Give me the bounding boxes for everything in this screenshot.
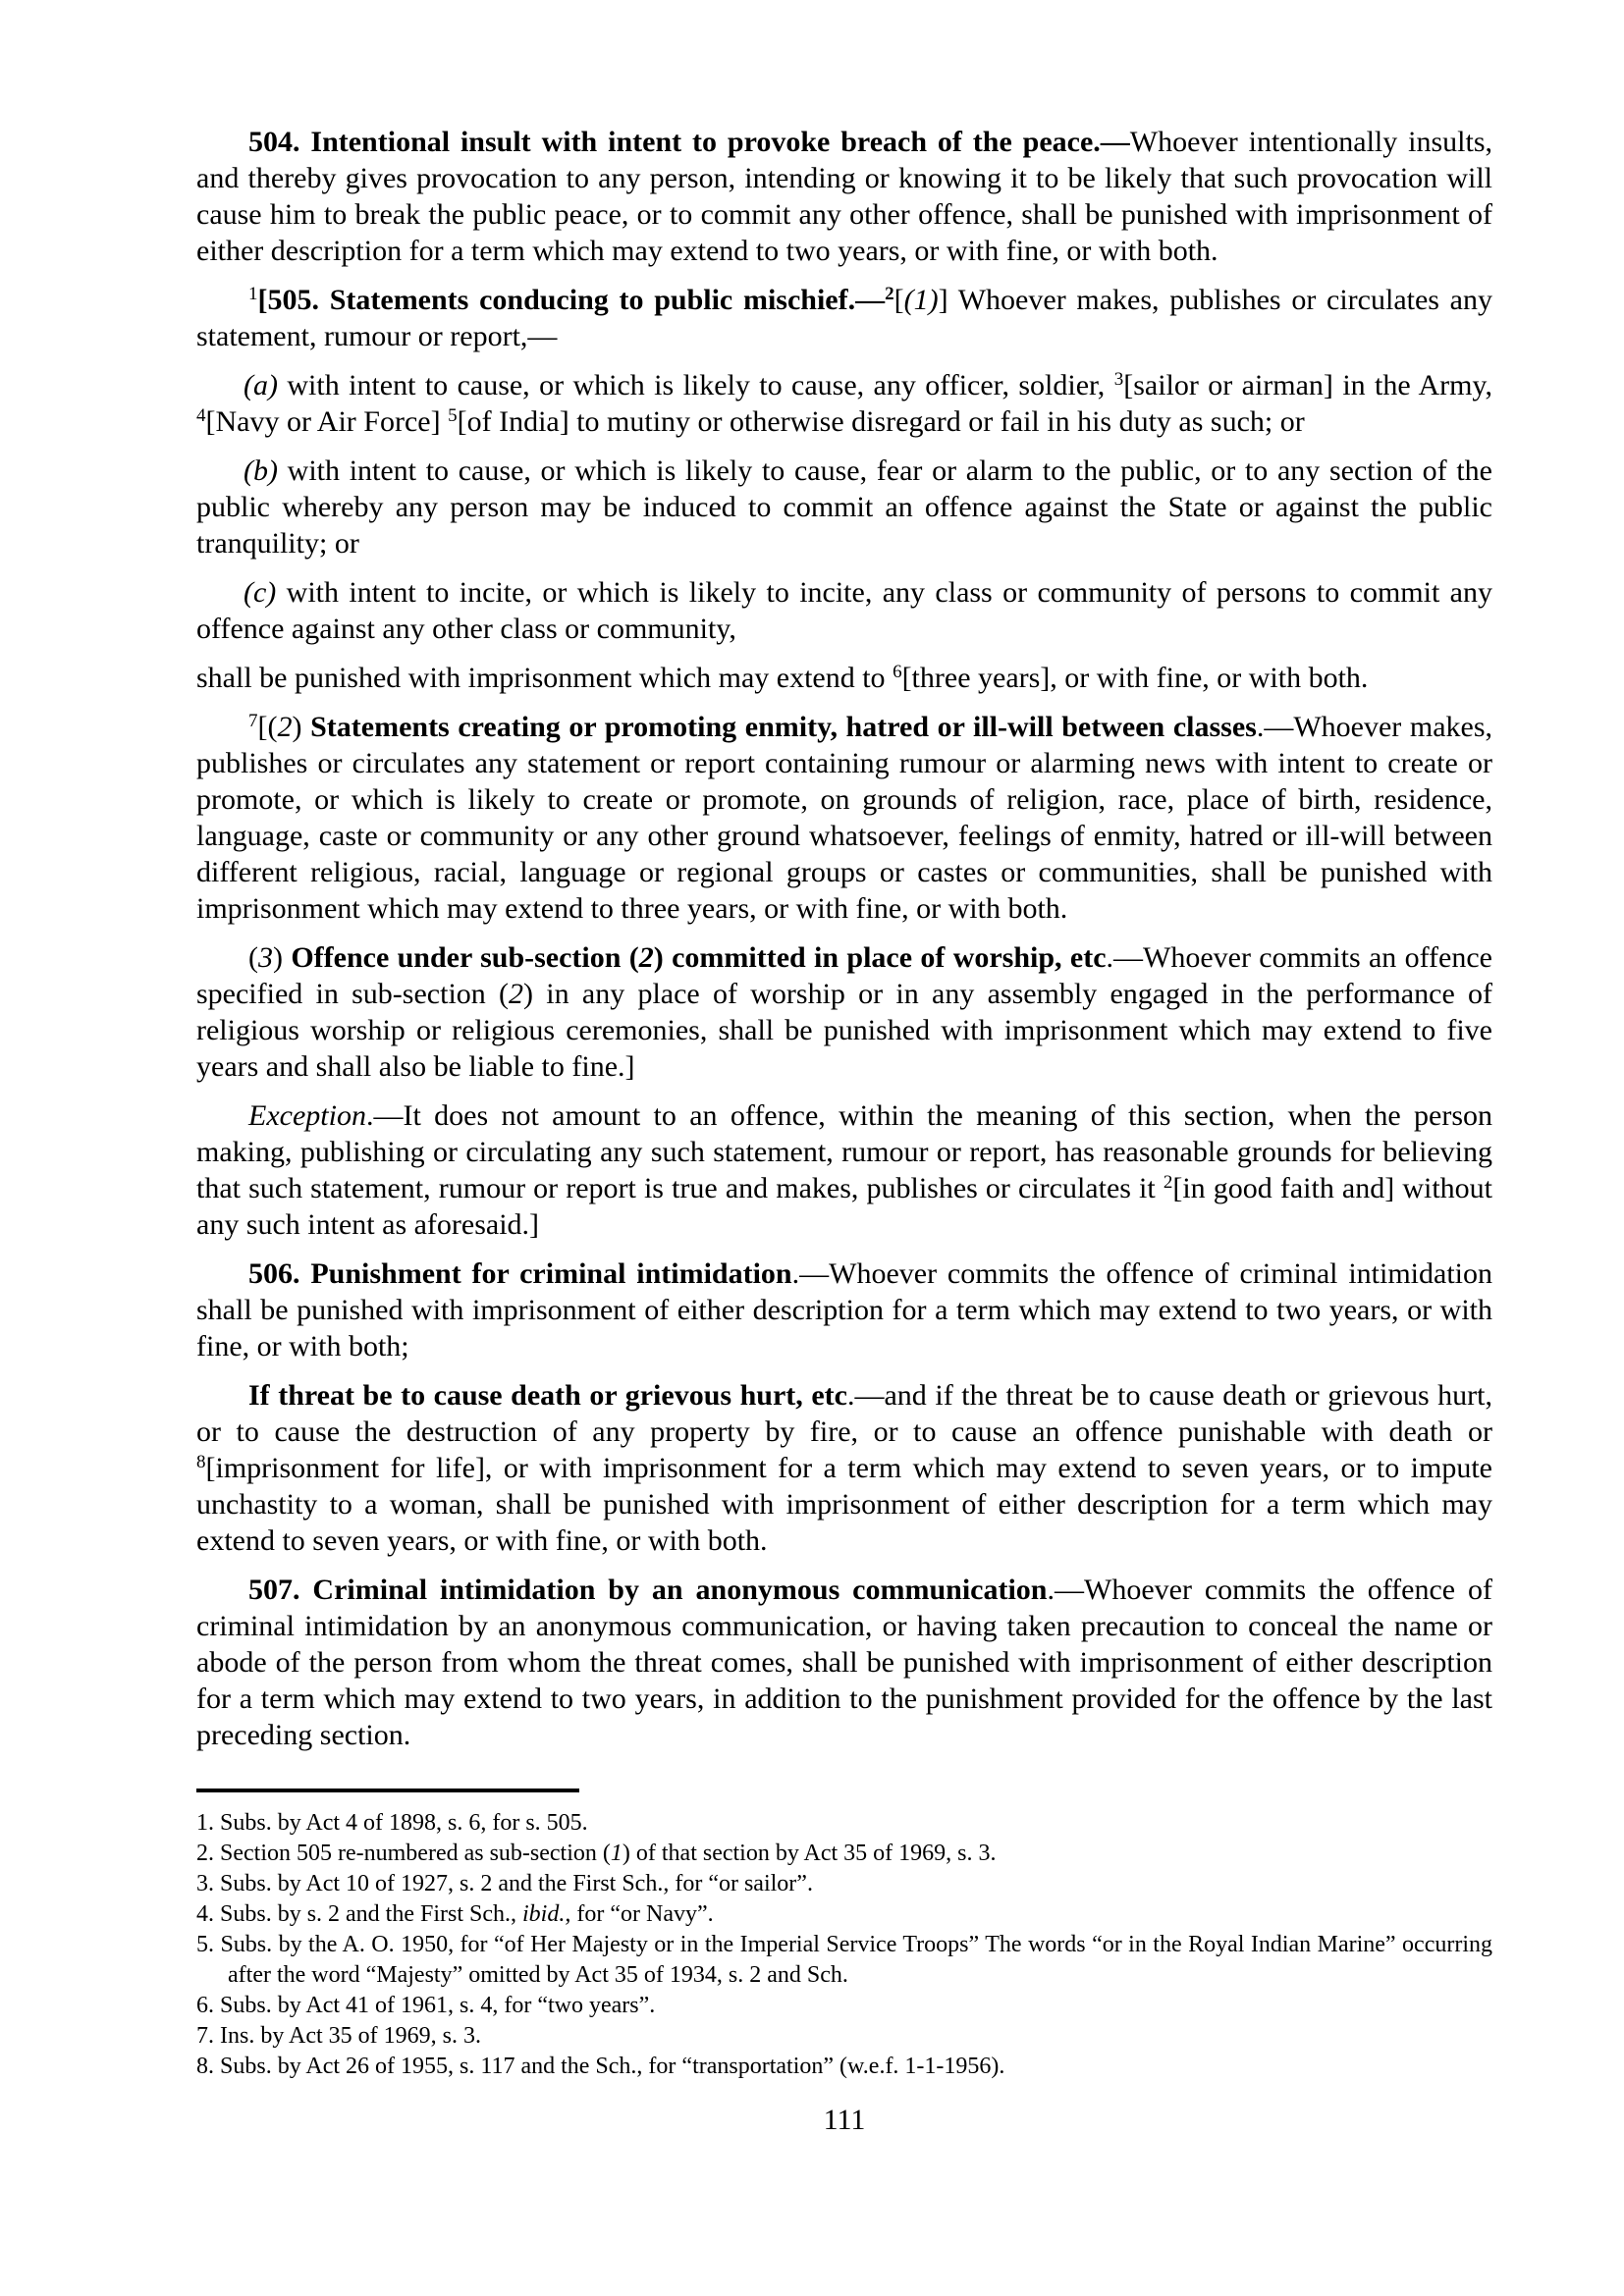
text-run: Whoever intentionally insults, and thereby gives provocation to any person, intending or knowing it to be likely that such provocation will cause him to break the public peace, or to commit any other offence, shall be punished with imprisonment of either description for a term which may extend to two years, or with fine, or with both. (196, 126, 1493, 267)
text-run: 2 (277, 711, 293, 743)
text-run: 504. Intentional insult with intent to provoke breach of the peace.— (248, 126, 1130, 158)
text-run: [imprisonment for life], or with imprisonment for a term which may extend to seven years, or to impute unchastity to a woman, shall be punished with imprisonment of either description for a term which may extend to seven years, or with fine, or with both. (196, 1452, 1492, 1557)
text-run: [in good faith and] without any such intent as aforesaid.] (196, 1172, 1493, 1241)
para-subsection-3 (196, 939, 1492, 1085)
para-clause-b (196, 453, 1492, 561)
para-clause-a (196, 367, 1492, 440)
text-run: 6 (893, 661, 902, 682)
text-run: 507. Criminal intimidation by an anonymous communication (248, 1574, 1048, 1606)
text-run: .—Whoever commits the offence of criminal intimidation by an anonymous communication, or having taken precaution to conceal the name or abode of the person from whom the threat comes, shall be punished with imprisonment of either description for a term which may extend to two years, in addition to the punishment provided for the offence by the last preceding section. (196, 1574, 1492, 1751)
text-run: 5. Subs. by the A. O. 1950, for “of Her Majesty or in the Imperial Service Troops” The words “or in the Royal Indian Marine” occurring after the word “Majesty” omitted by Act 35 of 1934, s. 2 and Sch. (196, 1932, 1492, 1988)
page-number: 111 (823, 2104, 866, 2136)
text-run: Statements creating or promoting enmity, hatred or ill-will between classes (310, 711, 1257, 743)
text-run: 7 (248, 710, 258, 731)
text-run: 3. Subs. by Act 10 of 1927, s. 2 and the First Sch., for “or sailor”. (196, 1871, 813, 1896)
text-run: 2 (1163, 1171, 1173, 1193)
para-section-506 (196, 1255, 1492, 1364)
footnote-separator-rule (196, 1789, 579, 1792)
text-run: 5 (448, 404, 458, 426)
text-run: .—Whoever makes, publishes or circulates any statement or report containing rumour or alarming news with intent to create or promote, or which is likely to create or promote, on grounds of religion, race, place of birth, residence, language, caste or community or any other ground whatsoever, feelings of enmity, hatred or ill-will between different religious, racial, language or regional groups or castes or communities, shall be punished with imprisonment which may extend to three years, or with fine, or with both. (196, 711, 1493, 925)
text-run: ( (248, 941, 258, 974)
text-run: with intent to cause, or which is likely to cause, any officer, soldier, (277, 369, 1114, 401)
footnote-8 (196, 2052, 1492, 2082)
text-run: 1. Subs. by Act 4 of 1898, s. 6, for s. 505. (196, 1810, 588, 1836)
text-run: 2 (885, 283, 894, 304)
text-run: [three years], or with fine, or with both. (901, 662, 1369, 694)
text-run: .—and if the threat be to cause death or grievous hurt, or to cause the destruction of any property by fire, or to cause an offence punishable with death or (196, 1379, 1493, 1448)
text-run: 2 (509, 978, 524, 1010)
text-run: ) of that section by Act 35 of 1969, s. 3. (622, 1841, 997, 1866)
text-run: (a) (244, 369, 278, 401)
footnote-2 (196, 1839, 1492, 1869)
text-run: 4 (196, 404, 206, 426)
para-section-506-aggravated (196, 1377, 1492, 1559)
footnote-5 (196, 1930, 1492, 1991)
text-run: 3 (1113, 368, 1124, 390)
text-run: ibid., (522, 1901, 571, 1927)
text-run: 8 (196, 1451, 206, 1472)
text-run: [505. Statements conducing to public mischief.— (257, 284, 886, 316)
text-run: (c) (244, 576, 277, 609)
text-run: 2. Section 505 re-numbered as sub-section ( (196, 1841, 611, 1866)
text-run: [sailor or airman] in the Army, (1123, 369, 1492, 401)
text-run: 506. Punishment for criminal intimidation (248, 1257, 792, 1290)
footnotes-section (196, 1808, 1492, 2082)
para-clause-conclusion (196, 660, 1492, 696)
text-run: .—Whoever commits the offence of criminal intimidation shall be punished with imprisonment of either description for a term which may extend to two years, or with fine, or with both; (196, 1257, 1492, 1362)
text-run: [of India] to mutiny or otherwise disregard or fail in his duty as such; or (457, 405, 1305, 438)
footnote-7 (196, 2021, 1492, 2052)
text-run: 3 (258, 941, 273, 974)
text-run: .—Whoever commits an offence specified in sub-section ( (196, 941, 1492, 1010)
text-run: 7. Ins. by Act 35 of 1969, s. 3. (196, 2023, 481, 2049)
page-content (196, 0, 1492, 2137)
text-run: If threat be to cause death or grievous hurt, etc (248, 1379, 847, 1412)
text-run: [ (893, 284, 904, 316)
text-run: (1) (903, 284, 939, 316)
para-exception (196, 1097, 1492, 1243)
text-run: shall be punished with imprisonment which may extend to (196, 662, 893, 694)
footnote-6 (196, 1991, 1492, 2021)
text-run: 2 (638, 941, 654, 974)
text-run: with intent to cause, or which is likely to cause, fear or alarm to the public, or to any section of the public whereby any person may be induced to commit an offence against the State or against the public tranquility; or (196, 454, 1492, 560)
footnote-4 (196, 1899, 1492, 1930)
footnote-3 (196, 1869, 1492, 1899)
text-run: (b) (244, 454, 278, 487)
text-run: ] Whoever makes, publishes or circulates any statement, rumour or report,— (196, 284, 1492, 352)
text-run: for “or Navy”. (570, 1901, 714, 1927)
text-run: ) in any place of worship or in any assembly engaged in the performance of religious worship or religious ceremonies, shall be punished with imprisonment which may extend to five years and shall also be liable to fine.] (196, 978, 1493, 1083)
para-section-504 (196, 124, 1492, 269)
para-clause-c (196, 574, 1492, 647)
text-run: .—It does not amount to an offence, within the meaning of this section, when the person making, publishing or circulating any such statement, rumour or report, has reasonable grounds for believing that such statement, rumour or report is true and makes, publishes or circulates it (196, 1099, 1492, 1204)
text-run: 6. Subs. by Act 41 of 1961, s. 4, for “two years”. (196, 1993, 656, 2018)
text-run: [Navy or Air Force] (205, 405, 449, 438)
para-section-507 (196, 1572, 1492, 1753)
text-run: 1 (248, 283, 258, 304)
text-run: Exception (248, 1099, 366, 1132)
text-run: 4. Subs. by s. 2 and the First Sch., (196, 1901, 523, 1927)
para-subsection-2 (196, 709, 1492, 927)
text-run: Offence under sub-section ( (291, 941, 639, 974)
footnote-1 (196, 1808, 1492, 1839)
text-run: ) committed in place of worship, etc (653, 941, 1107, 974)
text-run: 8. Subs. by Act 26 of 1955, s. 117 and the Sch., for “transportation” (w.e.f. 1-1-1956). (196, 2054, 1005, 2079)
text-run: 1 (610, 1841, 623, 1866)
para-section-505-opening (196, 282, 1492, 354)
text-run: with intent to incite, or which is likely to incite, any class or community of persons to commit any offence against any other class or community, (196, 576, 1492, 645)
text-run: ) (292, 711, 311, 743)
text-run: ) (273, 941, 292, 974)
text-run: [( (257, 711, 278, 743)
